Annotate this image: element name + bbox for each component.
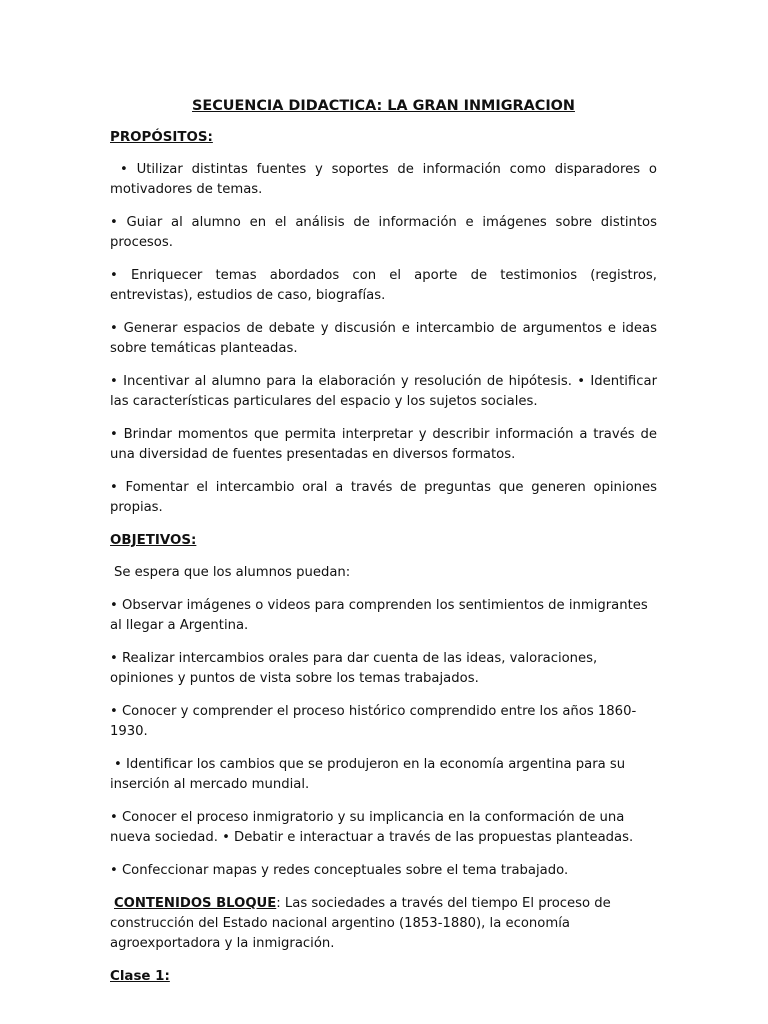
document-title: SECUENCIA DIDACTICA: LA GRAN INMIGRACION	[192, 98, 575, 114]
objetivos-heading: OBJETIVOS:	[110, 533, 197, 548]
proposito-item-7: • Fomentar el intercambio oral a través de preguntas que generen opiniones propias.	[110, 480, 657, 515]
proposito-item-6: • Brindar momentos que permita interpretar y describir información a través de una diversidad de fuentes presentadas en diversos formatos.	[110, 427, 657, 462]
document-page	[110, 96, 657, 987]
objetivo-item-1: • Observar imágenes o videos para comprenden los sentimientos de inmigrantes al llegar a Argentina.	[110, 598, 648, 633]
proposito-item-5: • Incentivar al alumno para la elaboración y resolución de hipótesis. • Identificar las características particulares del espacio y los sujetos sociales.	[110, 374, 657, 409]
contenidos-text: : Las sociedades a través del tiempo El proceso de construcción del Estado nacional argentino (1853-1880), la economía agroexportadora y la inmigración.	[110, 896, 611, 951]
proposito-item-2: • Guiar al alumno en el análisis de información e imágenes sobre distintos procesos.	[110, 215, 657, 250]
propositos-heading: PROPÓSITOS:	[110, 130, 213, 145]
proposito-item-1: • Utilizar distintas fuentes y soportes de información como disparadores o motivadores de temas.	[110, 162, 657, 197]
objetivo-item-4: • Identificar los cambios que se produjeron en la economía argentina para su inserción al mercado mundial.	[110, 757, 626, 792]
proposito-item-4: • Generar espacios de debate y discusión e intercambio de argumentos e ideas sobre temáticas planteadas.	[110, 321, 657, 356]
contenidos-label: CONTENIDOS BLOQUE	[114, 896, 277, 911]
objetivo-item-6: • Confeccionar mapas y redes conceptuales sobre el tema trabajado.	[110, 863, 569, 878]
objetivo-item-3: • Conocer y comprender el proceso histórico comprendido entre los años 1860- 1930.	[110, 704, 637, 739]
objetivo-item-5: • Conocer el proceso inmigratorio y su implicancia en la conformación de una nueva sociedad. • Debatir e interactuar a través de las propuestas planteadas.	[110, 810, 634, 845]
objetivo-item-2: • Realizar intercambios orales para dar cuenta de las ideas, valoraciones, opiniones y puntos de vista sobre los temas trabajados.	[110, 651, 598, 686]
objetivos-intro: Se espera que los alumnos puedan:	[114, 565, 351, 580]
contenidos-paragraph	[110, 894, 657, 954]
clase-1-heading: Clase 1:	[110, 969, 170, 984]
proposito-item-3: • Enriquecer temas abordados con el aporte de testimonios (registros, entrevistas), estudios de caso, biografías.	[110, 268, 657, 303]
